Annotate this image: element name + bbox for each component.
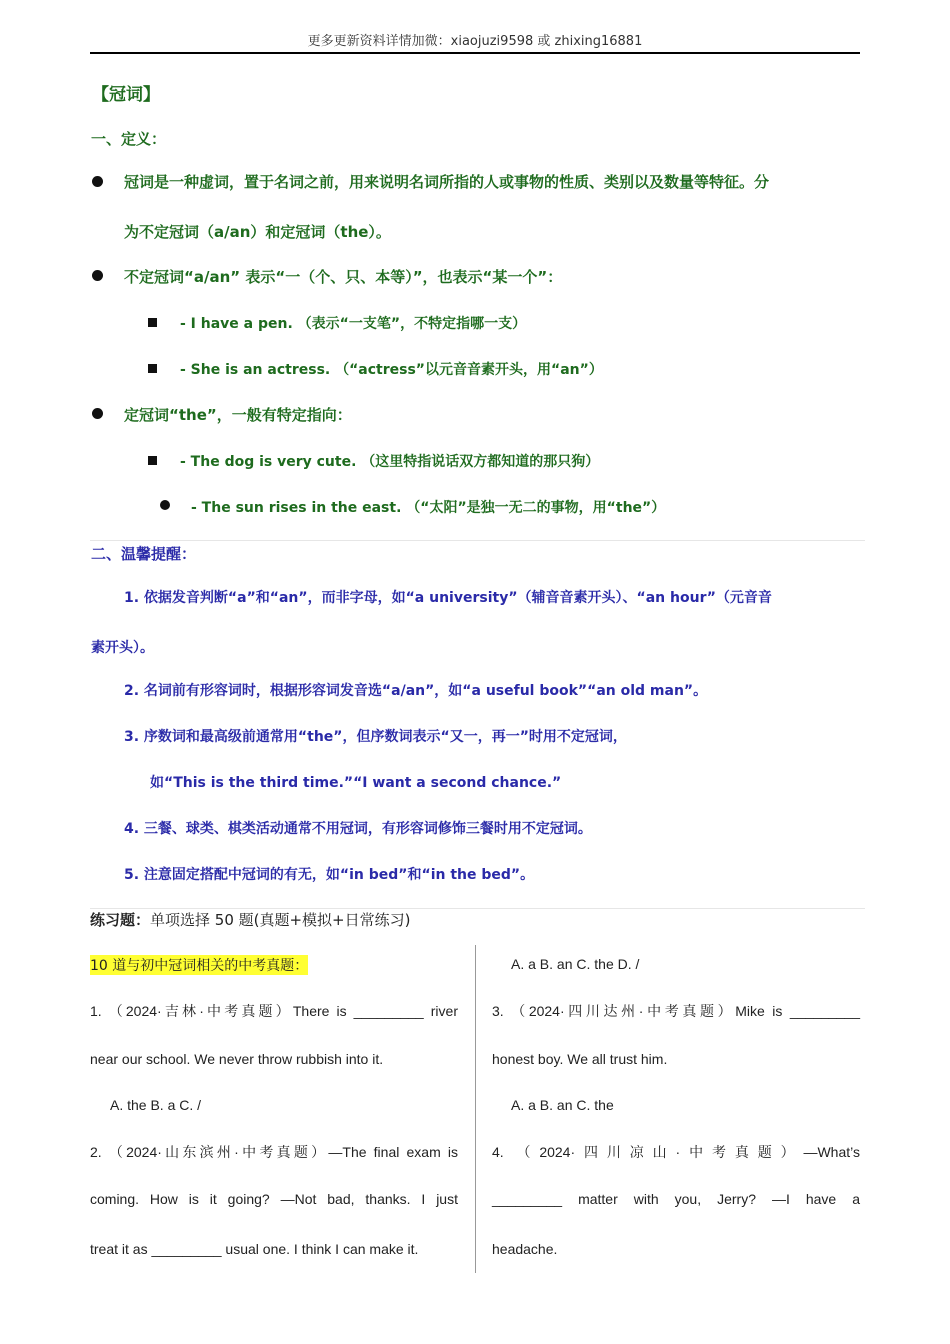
column-divider: [475, 945, 476, 1273]
tip-1-line-1: 1. 依据发音判断“a”和“an”，而非字母，如“a university”（辅音音素开头）、“an hour”（元音音: [124, 590, 772, 606]
exercise-label: 练习题：: [90, 911, 151, 929]
indefinite-article-text: 不定冠词“a/an” 表示“一（个、只、本等）”，也表示“某一个”：: [124, 268, 563, 286]
definition-line-1: 冠词是一种虚词，置于名词之前，用来说明名词所指的人或事物的性质、类别以及数量等特征。分: [124, 173, 770, 191]
tip-3-line-2: 如“This is the third time.”“I want a second chance.”: [150, 775, 562, 791]
section-definition-heading: 一、定义：: [91, 130, 167, 148]
bullet-dot-icon: [92, 176, 103, 187]
question-4-line-1: 4. （2024·四川凉山·中考真题）—What’s: [492, 1144, 860, 1160]
page-header: 更多更新资料详情加微：xiaojuzi9598 或 zhixing16881: [90, 30, 860, 54]
definition-line-2: 为不定冠词（a/an）和定冠词（the）。: [124, 223, 391, 241]
exam-questions-subheading: 10 道与初中冠词相关的中考真题：: [90, 955, 308, 975]
tip-1-line-2: 素开头）。: [91, 640, 154, 656]
example-pen: - I have a pen. （表示“一支笔”，不特定指哪一支）: [180, 316, 527, 332]
page-title: 【冠词】: [92, 85, 160, 105]
question-2-options: A. a B. an C. the D. /: [511, 956, 640, 972]
bullet-square-icon: [148, 364, 157, 373]
question-2-line-2: coming. How is it going? —Not bad, thanks. I just: [90, 1191, 458, 1207]
exercise-heading: [90, 909, 410, 930]
example-sun: - The sun rises in the east. （“太阳”是独一无二的事物，用“the”）: [191, 500, 666, 516]
bullet-dot-icon: [160, 500, 170, 510]
question-1-line-1: 1. （2024·吉林·中考真题）There is _________ river: [90, 1003, 458, 1019]
tip-3-line-1: 3. 序数词和最高级前通常用“the”，但序数词表示“又一，再一”时用不定冠词，: [124, 729, 627, 745]
section-tips-heading: 二、温馨提醒：: [91, 545, 197, 563]
example-dog: - The dog is very cute. （这里特指说话双方都知道的那只狗）: [180, 454, 600, 470]
question-3-line-2: honest boy. We all trust him.: [492, 1051, 668, 1067]
example-actress: - She is an actress. （“actress”以元音音素开头，用“an”）: [180, 362, 603, 378]
question-1-line-2: near our school. We never throw rubbish into it.: [90, 1051, 384, 1067]
question-1-options: A. the B. a C. /: [110, 1097, 202, 1113]
question-3-options: A. a B. an C. the: [511, 1097, 614, 1113]
definite-article-text: 定冠词“the”，一般有特定指向：: [124, 406, 352, 424]
bullet-square-icon: [148, 456, 157, 465]
question-4-line-3: headache.: [492, 1241, 558, 1257]
question-2-line-3: treat it as _________ usual one. I think I can make it.: [90, 1241, 419, 1257]
question-3-line-1: 3. （2024·四川达州·中考真题）Mike is _________: [492, 1003, 860, 1019]
divider: [90, 540, 865, 541]
exercise-description: 单项选择 50 题(真题+模拟+日常练习): [150, 911, 411, 929]
question-2-line-1: 2. （2024·山东滨州·中考真题）—The final exam is: [90, 1144, 458, 1160]
tip-5: 5. 注意固定搭配中冠词的有无，如“in bed”和“in the bed”。: [124, 867, 535, 883]
tip-4: 4. 三餐、球类、棋类活动通常不用冠词，有形容词修饰三餐时用不定冠词。: [124, 821, 592, 837]
tip-2: 2. 名词前有形容词时，根据形容词发音选“a/an”，如“a useful book”“an old man”。: [124, 683, 708, 699]
question-4-line-2: _________ matter with you, Jerry? —I have a: [492, 1191, 860, 1207]
bullet-dot-icon: [92, 270, 103, 281]
bullet-dot-icon: [92, 408, 103, 419]
bullet-square-icon: [148, 318, 157, 327]
